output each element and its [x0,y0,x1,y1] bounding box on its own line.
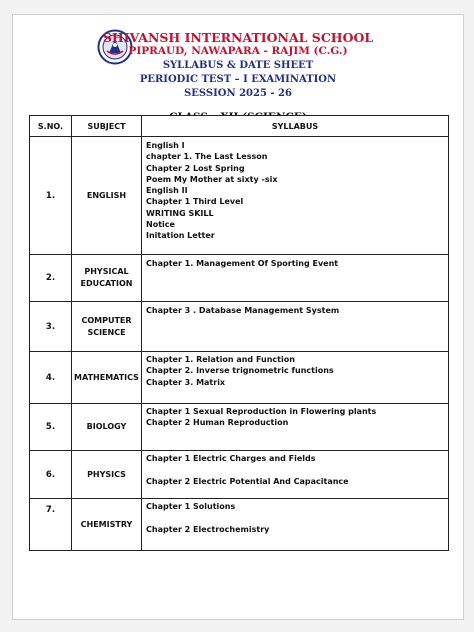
heading-syllabus-datesheet: SYLLABUS & DATE SHEET [162,60,314,71]
row-sno: 1. [30,137,72,255]
table-row [30,137,449,255]
table-row [30,404,449,451]
table-header-row [30,116,449,137]
document-header [13,31,463,100]
row-subject: ENGLISH [72,137,142,255]
row-syllabus: Chapter 3 . Database Management System [142,302,449,352]
row-subject: PHYSICS [72,451,142,499]
row-syllabus: Chapter 1 Sexual Reproduction in Flowering plants Chapter 2 Human Reproduction [142,404,449,451]
row-sno: 2. [30,255,72,302]
row-sno: 7. [30,499,72,551]
row-subject: COMPUTER SCIENCE [72,302,142,352]
row-syllabus: Chapter 1. Management Of Sporting Event [142,255,449,302]
row-subject: CHEMISTRY [72,499,142,551]
row-sno: 5. [30,404,72,451]
row-sno: 6. [30,451,72,499]
row-sno: 3. [30,302,72,352]
table-row [30,255,449,302]
row-syllabus: Chapter 1. Relation and Function Chapter 2. Inverse trignometric functions Chapter 3. Matrix [142,352,449,404]
school-name: SHIVANSH INTERNATIONAL SCHOOL [102,30,374,45]
row-syllabus: Chapter 1 Solutions Chapter 2 Electrochemistry [142,499,449,551]
row-subject: BIOLOGY [72,404,142,451]
table-row [30,499,449,551]
row-subject: MATHEMATICS [72,352,142,404]
table-row [30,302,449,352]
table-row [30,451,449,499]
row-syllabus: Chapter 1 Electric Charges and Fields Chapter 2 Electric Potential And Capacitance [142,451,449,499]
table-row [30,352,449,404]
heading-examination: PERIODIC TEST – I EXAMINATION [139,74,337,85]
document-page [12,14,464,620]
row-sno: 4. [30,352,72,404]
school-address: PIPRAUD, NAWAPARA - RAJIM (C.G.) [128,45,348,57]
heading-session: SESSION 2025 - 26 [184,88,292,99]
header-syllabus: SYLLABUS [142,116,449,137]
header-subject: SUBJECT [72,116,142,137]
header-sno: S.NO. [30,116,72,137]
row-subject: PHYSICAL EDUCATION [72,255,142,302]
syllabus-table [29,115,449,551]
row-syllabus: English I chapter 1. The Last Lesson Chapter 2 Lost Spring Poem My Mother at sixty -six English II Chapter 1 Third Level WRITING SKILL Notice Initation Letter [142,137,449,255]
